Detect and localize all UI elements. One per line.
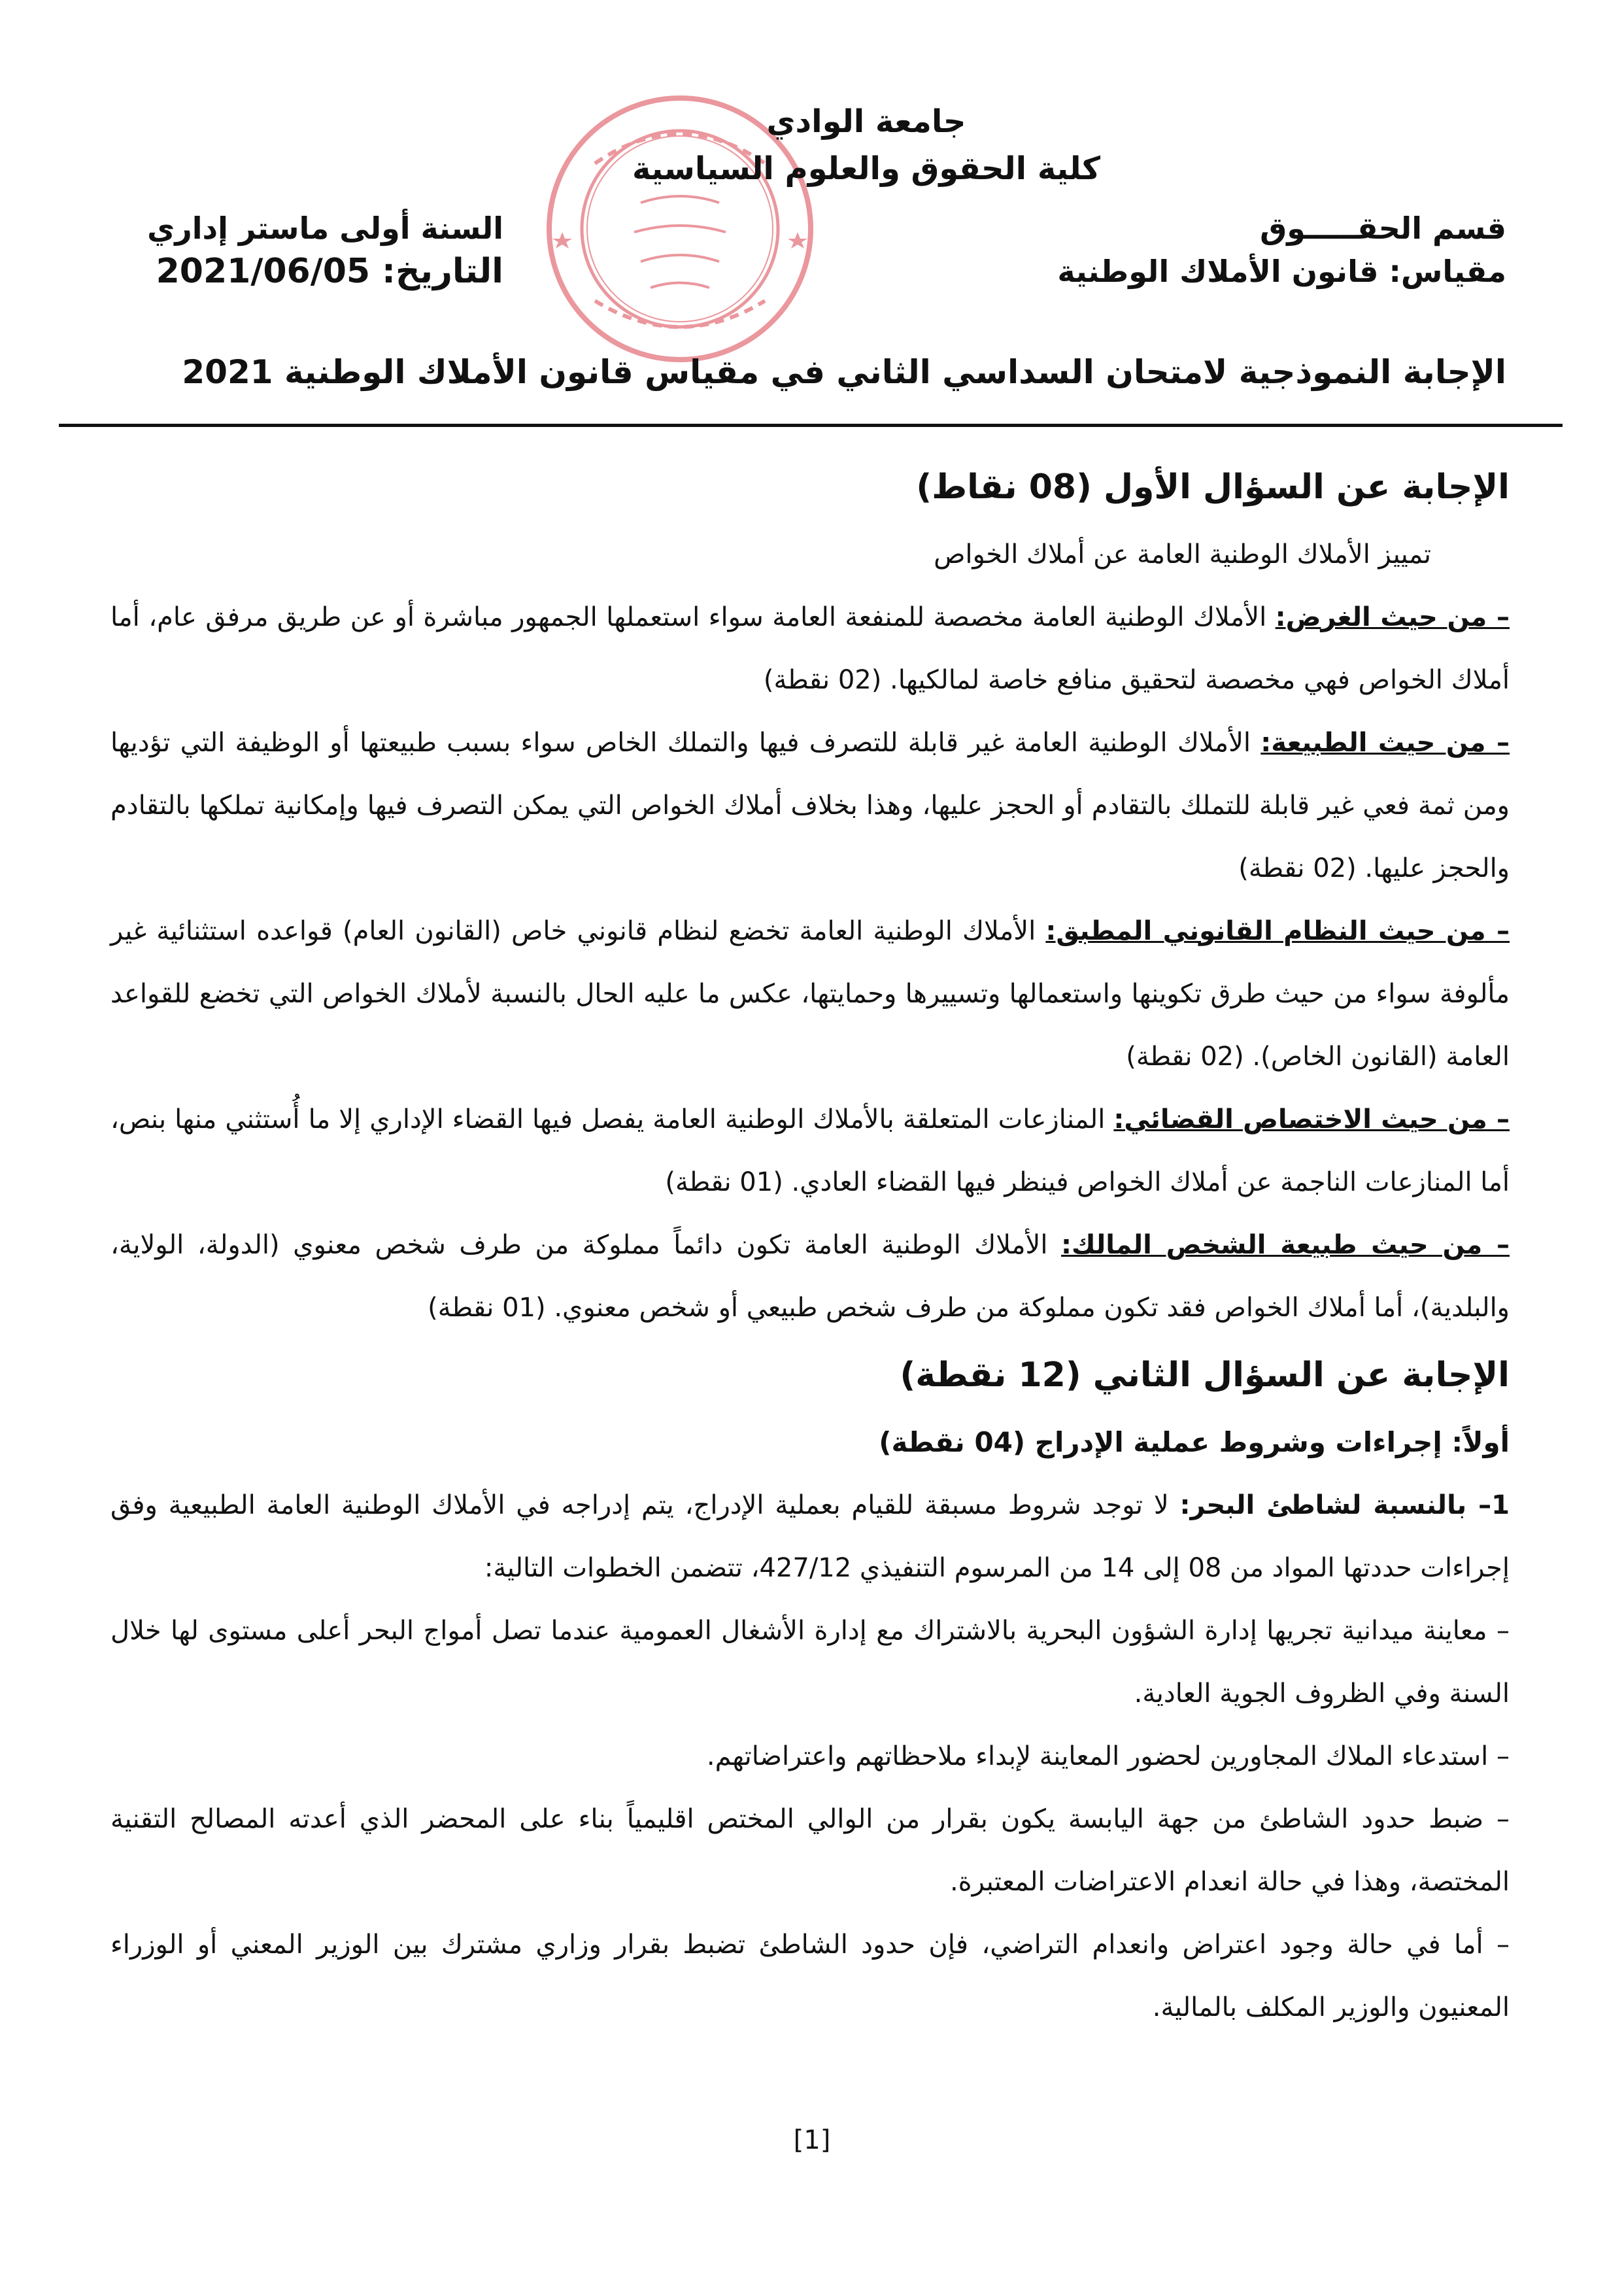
item-text: المنازعات المتعلقة بالأملاك الوطنية العامة يفصل فيها القضاء الإداري إلا ما أُستثني منها بنص، أما المنازعات الناجمة عن أملاك الخواص فينظر فيها القضاء العادي. (01 نقطة)	[110, 1104, 1510, 1197]
university-name: جامعة الوادي	[766, 103, 966, 140]
q2-heading: الإجابة عن السؤال الثاني (12 نقطة)	[900, 1356, 1510, 1395]
q1-item-nature	[110, 711, 1510, 900]
q1-item-owner	[110, 1214, 1510, 1339]
title-divider	[59, 424, 1563, 427]
q2-step: – معاينة ميدانية تجريها إدارة الشؤون البحرية بالاشتراك مع إدارة الأشغال العمومية عندما تصل أمواج البحر أعلى مستوى لها خلال السنة وفي الظروف الجوية العادية.	[110, 1616, 1510, 1709]
header-exam-info	[137, 207, 503, 293]
item-label: – من حيث الغرض:	[1275, 602, 1510, 632]
document-title: الإجابة النموذجية لامتحان السداسي الثاني في مقياس قانون الأملاك الوطنية 2021	[182, 353, 1506, 391]
item-text: الأملاك الوطنية العامة مخصصة للمنفعة العامة سواء استعملها الجمهور مباشرة أو عن طريق مرفق عام، أما أملاك الخواص فهي مخصصة لتحقيق منافع خاصة لمالكيها. (02 نقطة)	[110, 602, 1510, 695]
item-label: – من حيث الطبيعة:	[1260, 728, 1510, 758]
item-label: – من حيث طبيعة الشخص المالك:	[1061, 1230, 1510, 1260]
department-name: قسم الحقـــــوق	[1260, 211, 1506, 246]
item-label: – من حيث الاختصاص القضائي:	[1113, 1104, 1510, 1134]
point-label: 1– بالنسبة لشاطئ البحر:	[1179, 1490, 1510, 1520]
header-institution	[588, 98, 1144, 192]
item-text: الأملاك الوطنية العامة تكون دائماً مملوكة من طرف شخص معنوي (الدولة، الولاية، والبلدية)، أما أملاك الخواص فقد تكون مملوكة من طرف شخص طبيعي أو شخص معنوي. (01 نقطة)	[110, 1230, 1510, 1323]
q1-intro: تمييز الأملاك الوطنية العامة عن أملاك الخواص	[934, 539, 1431, 570]
q1-item-legal-regime	[110, 900, 1510, 1088]
item-text: الأملاك الوطنية العامة تخضع لنظام قانوني خاص (القانون العام) قواعده استثنائية غير مألوفة سواء من حيث طرق تكوينها واستعمالها وتسييرها وحمايتها، عكس ما عليه الحال بالنسبة لأملاك الخواص التي تخضع للقواعد العامة (القانون الخاص). (02 نقطة)	[110, 916, 1510, 1072]
point-text: لا توجد شروط مسبقة للقيام بعملية الإدراج، يتم إدراجه في الأملاك الوطنية العامة الطبيعية وفق إجراءات حددتها المواد من 08 إلى 14 من المرسوم التنفيذي 427/12، تتضمن الخطوات التالية:	[110, 1490, 1510, 1583]
q1-item-purpose	[110, 586, 1510, 711]
answer-body	[110, 451, 1510, 2039]
exam-date: التاريخ: 2021/06/05	[156, 252, 503, 291]
q2-step: – ضبط حدود الشاطئ من جهة اليابسة يكون بقرار من الوالي المختص اقليمياً بناء على المحضر الذي أعدته المصالح التقنية المختصة، وهذا في حالة انعدام الاعتراضات المعتبرة.	[110, 1804, 1510, 1897]
year-level: السنة أولى ماستر إداري	[147, 211, 503, 246]
subject-name: مقياس: قانون الأملاك الوطنية	[1057, 254, 1506, 289]
page-number: [1]	[793, 2125, 831, 2155]
item-label: – من حيث النظام القانوني المطبق:	[1045, 916, 1510, 946]
q2-point-1	[110, 1474, 1510, 1599]
q2-step: – أما في حالة وجود اعتراض وانعدام التراضي، فإن حدود الشاطئ تضبط بقرار وزاري مشترك بين الوزير المعني أو الوزراء المعنيون والوزير المكلف بالمالية.	[110, 1930, 1510, 2022]
q2-subheading: أولاً: إجراءات وشروط عملية الإدراج (04 نقطة)	[879, 1426, 1510, 1458]
q1-heading: الإجابة عن السؤال الأول (08 نقاط)	[916, 468, 1510, 507]
q1-item-jurisdiction	[110, 1088, 1510, 1214]
item-text: الأملاك الوطنية العامة غير قابلة للتصرف فيها والتملك الخاص سواء بسبب طبيعتها أو الوظيفة التي تؤديها ومن ثمة فعي غير قابلة للتملك بالتقادم أو الحجز عليها، وهذا بخلاف أملاك الخواص التي يمكن التصرف فيها وإمكانية تملكها بالتقادم والحجز عليها. (02 نقطة)	[110, 728, 1510, 883]
q2-step: – استدعاء الملاك المجاورين لحضور المعاينة لإبداء ملاحظاتهم واعتراضاتهم.	[706, 1741, 1510, 1771]
faculty-name: كلية الحقوق والعلوم السياسية	[632, 150, 1101, 187]
header-course-info	[918, 207, 1506, 293]
